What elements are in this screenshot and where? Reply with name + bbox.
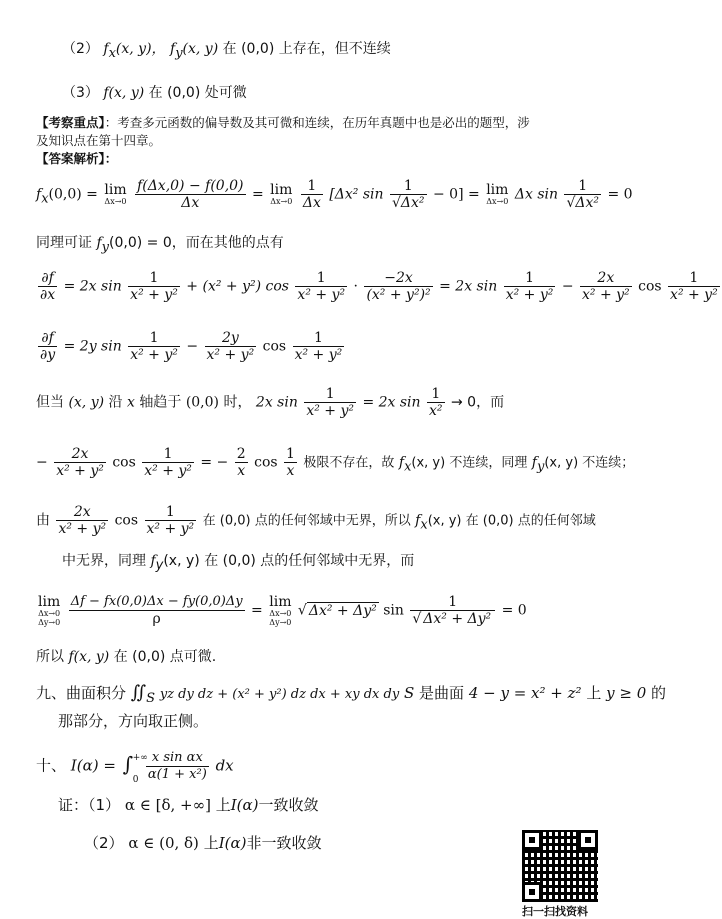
question-10: 十、 I(α) = ∫ +∞ 0 $\frac{\text{x sin αx}}{\text{α(1 + x²)}}$ dx xyxy=(36,750,234,785)
item-3: （3） f(x, y) 在 (0,0) 处可微 xyxy=(62,85,247,101)
line-conclusion: 所以 f(x, y) 在 (0,0) 点可微. xyxy=(36,649,217,665)
line-along-x-axis: 但当 (x, y) 沿 x 轴趋于 (0,0) 时， 2x sin $\frac{1}{\text{x² + y²}}$ = 2x sin $\frac{1}{\text{x²}}$ → 0，而 xyxy=(36,386,505,419)
item-3-label: （3） xyxy=(62,85,99,101)
proof-part-1: 证：（1） α ∈ [δ, +∞] 上I(α)一致收敛 xyxy=(58,796,319,814)
item-2-label: （2） xyxy=(62,41,99,57)
line-similarly: 同理可证 $f_y(0,0) = 0$，而在其他的点有 xyxy=(36,235,284,255)
qr-caption: 扫一扫找资料 xyxy=(522,905,588,918)
question-9-line-2: 那部分，方向取正侧。 xyxy=(58,712,209,730)
answer-heading: 【答案解析】： xyxy=(36,151,118,166)
focus-label: 【考察重点】 xyxy=(36,115,105,130)
line-limit-not-exist: − $\frac{2x}{\text{x² + y²}}$ cos $\frac{1}{\text{x² + y²}}$ = − $\frac{2}{x}$ cos $\frac{1}{x}$ 极限不存在，故 $f_x(x$, y) 不连续，同理 $f_y(x$, y) 不连续； xyxy=(36,446,635,479)
item-2: （2） $f_x(x$, y)， $f_y(x$, y) 在 (0,0) 上存在，但不连续 xyxy=(62,41,391,61)
equation-fx-origin: $f_x(0,0)$ = lim Δx→0 $\frac{f(\Delta x,0) - f(0,0)}{\Delta x}$ = lim Δx→0 $\frac{1}{\Delta x}$ [Δx² sin $\frac{1}{\text{√Δx²}}$ − 0] = lim Δx→0 Δx sin $\frac{1}{\text{√Δx²}}$ = 0 xyxy=(36,178,633,211)
qr-code-image xyxy=(522,830,598,902)
equation-df-dx: $\frac{\partial f}{\partial x}$ = 2x sin $\frac{1}{\text{x² + y²}}$ + (x² + y²) cos $\frac{1}{\text{x² + y²}}$ · $\frac{-2x}{\text{(x² + y²)²}}$ = 2x sin $\frac{1}{\text{x² + y²}}$ − $\frac{2x}{\text{x² + y²}}$ cos $\frac{1}{\text{x² + y²}}$ xyxy=(40,270,718,303)
equation-df-dy: $\frac{\partial f}{\partial y}$ = 2y sin $\frac{1}{\text{x² + y²}}$ − $\frac{2y}{\text{x² + y²}}$ cos $\frac{1}{\text{x² + y²}}$ xyxy=(40,330,343,363)
line-unbounded-fx: 由 $\frac{2x}{\text{x² + y²}}$ cos $\frac{1}{\text{x² + y²}}$ 在 (0,0) 点的任何邻域中无界，所以 $f_x(x$, y) 在 (0,0) 点的任何邻域 xyxy=(36,504,596,537)
proof-part-2: （2） α ∈ (0, δ) 上I(α)非一致收敛 xyxy=(84,834,322,852)
line-unbounded-fy: 中无界，同理 $f_y(x$, y) 在 (0,0) 点的任何邻域中无界，而 xyxy=(62,553,415,573)
question-9: 九、曲面积分 $∬_S$ yz dy dz + (x² + y²) dz dx + xy dx dy S 是曲面 4 − y = x² + z² 上 y ≥ 0 的 xyxy=(36,682,667,706)
focus-line-1: 【考察重点】：考查多元函数的偏导数及其可微和连续，在历年真题中也是必出的题型，涉 xyxy=(36,115,530,130)
focus-line-2: 及知识点在第十四章。 xyxy=(36,133,162,148)
equation-differentiability-limit: lim Δx→0 Δy→0 $\frac{\Delta f - fx(0,0)\Delta x - fy(0,0)\Delta y}{\rho}$ = lim Δx→0 Δy→0 √ Δx² + Δy² sin $\frac{1}{\text{√ Δx² + Δy²}}$ = 0 xyxy=(38,593,527,627)
